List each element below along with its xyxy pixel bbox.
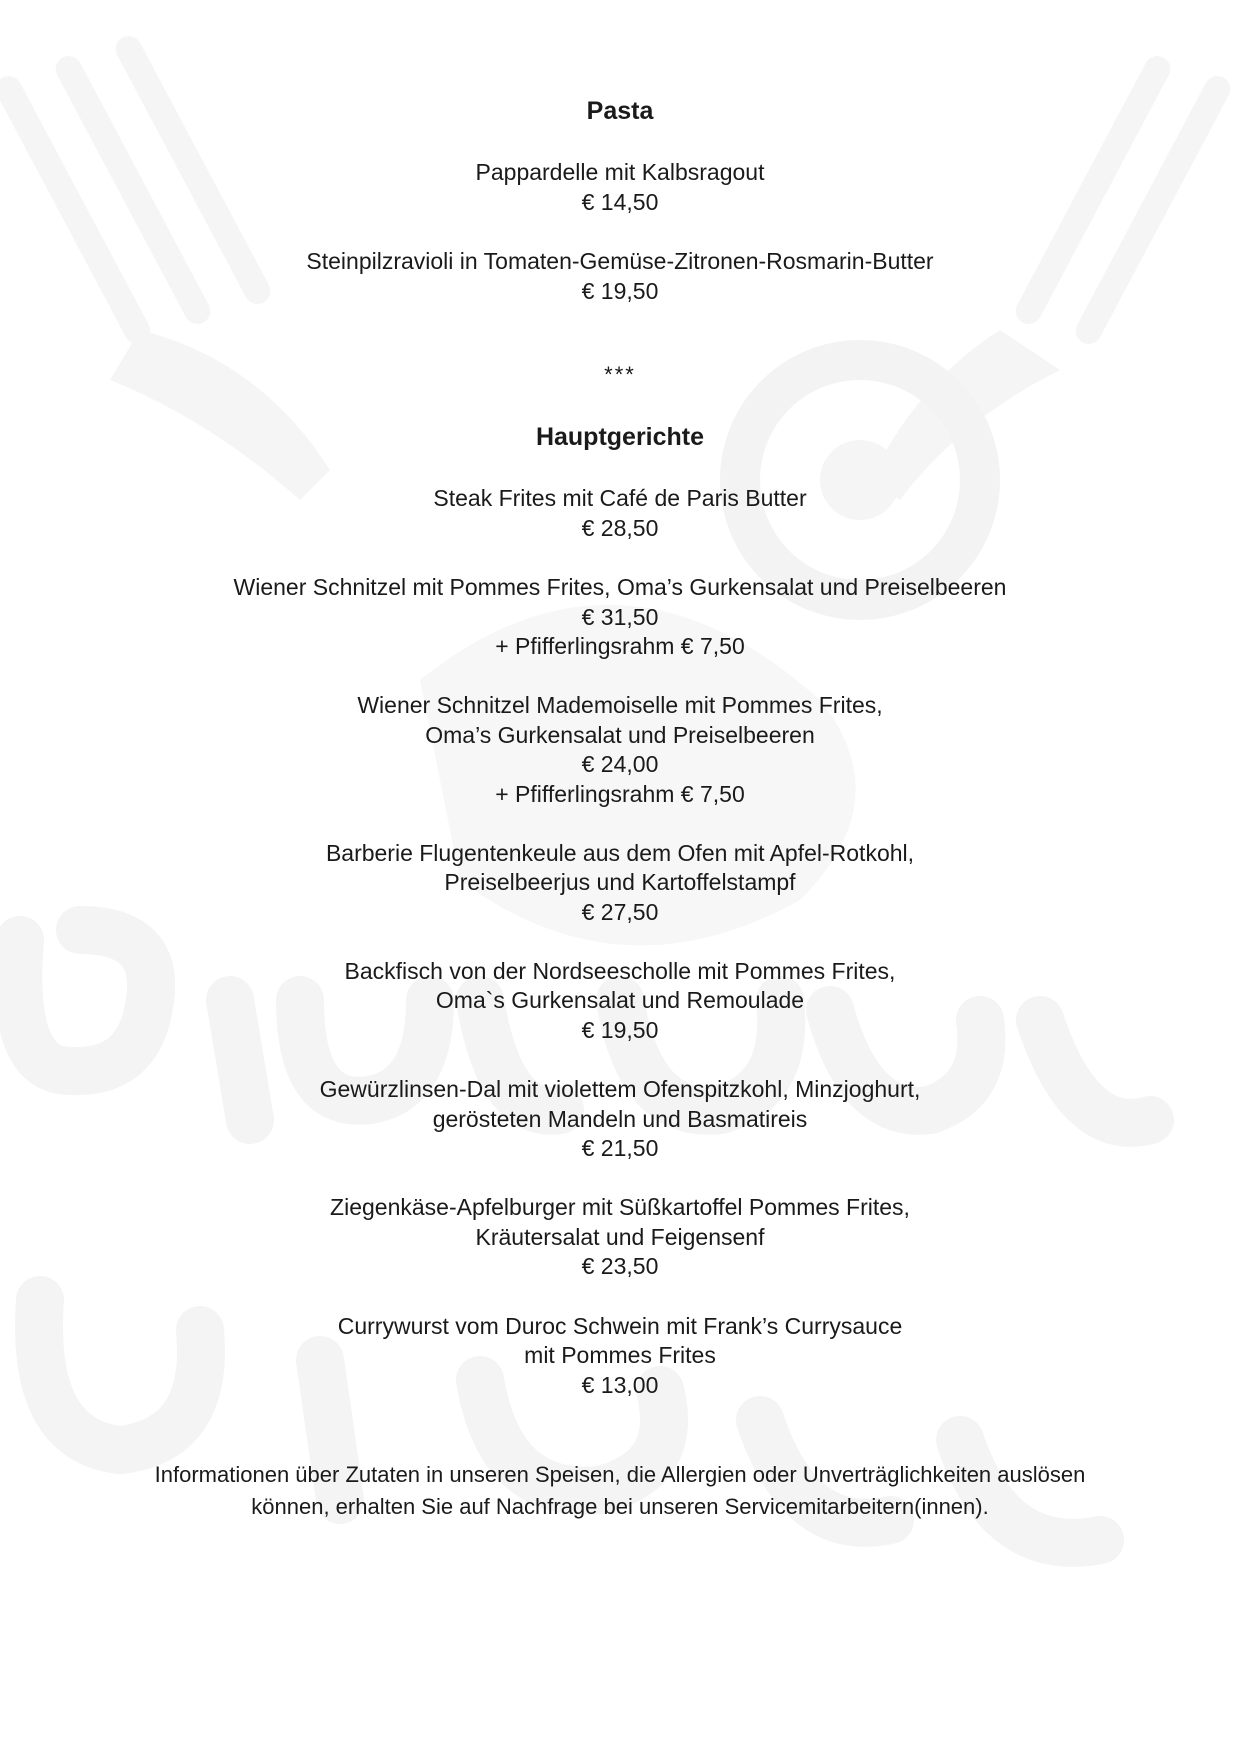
menu-item-name: Oma`s Gurkensalat und Remoulade [435, 987, 805, 1013]
section-title-pasta: Pasta [586, 97, 654, 125]
menu-item-name: Barberie Flugentenkeule aus dem Ofen mit Apfel-Rotkohl, [325, 840, 915, 866]
menu-item-price: € 28,50 [581, 515, 659, 541]
section-divider: *** [604, 362, 636, 387]
menu-item-price: € 19,50 [581, 1017, 659, 1043]
menu-item-price: € 31,50 [581, 604, 659, 630]
allergen-notice-line2: können, erhalten Sie auf Nachfrage bei unseren Servicemitarbeitern(innen). [251, 1494, 989, 1519]
menu-item-extra: + Pfifferlingsrahm € 7,50 [495, 633, 745, 659]
menu-item-name: mit Pommes Frites [524, 1342, 716, 1368]
menu-item-price: € 24,00 [581, 751, 659, 777]
section-title-hauptgerichte: Hauptgerichte [535, 423, 705, 451]
menu-item-name: Steak Frites mit Café de Paris Butter [433, 485, 807, 511]
menu-item-name: Steinpilzravioli in Tomaten-Gemüse-Zitronen-Rosmarin-Butter [306, 248, 934, 274]
menu-item-name: Wiener Schnitzel mit Pommes Frites, Oma’s Gurkensalat und Preiselbeeren [233, 574, 1007, 600]
menu-item-price: € 14,50 [581, 189, 659, 215]
menu-item-price: € 23,50 [581, 1253, 659, 1279]
menu-item-name: Wiener Schnitzel Mademoiselle mit Pommes Frites, [357, 692, 883, 718]
menu-item-price: € 27,50 [581, 899, 659, 925]
menu-item-name: gerösteten Mandeln und Basmatireis [432, 1106, 808, 1132]
menu-item-name: Pappardelle mit Kalbsragout [475, 159, 765, 185]
menu-item-name: Backfisch von der Nordseescholle mit Pommes Frites, [344, 958, 896, 984]
menu-item-name: Gewürzlinsen-Dal mit violettem Ofenspitzkohl, Minzjoghurt, [319, 1076, 921, 1102]
menu-item-name: Currywurst vom Duroc Schwein mit Frank’s Currysauce [337, 1313, 903, 1339]
menu-item-price: € 19,50 [581, 278, 659, 304]
allergen-notice-line1: Informationen über Zutaten in unseren Speisen, die Allergien oder Unverträglichkeiten auslösen [154, 1462, 1086, 1487]
menu-item-name: Ziegenkäse-Apfelburger mit Süßkartoffel Pommes Frites, [330, 1194, 910, 1220]
menu-item-price: € 21,50 [581, 1135, 659, 1161]
menu-item-name: Preiselbeerjus und Kartoffelstampf [444, 869, 796, 895]
menu-item-name: Oma’s Gurkensalat und Preiselbeeren [425, 722, 815, 748]
menu-item-price: € 13,00 [581, 1372, 659, 1398]
menu-item-extra: + Pfifferlingsrahm € 7,50 [495, 781, 745, 807]
menu-item-name: Kräutersalat und Feigensenf [475, 1224, 765, 1250]
